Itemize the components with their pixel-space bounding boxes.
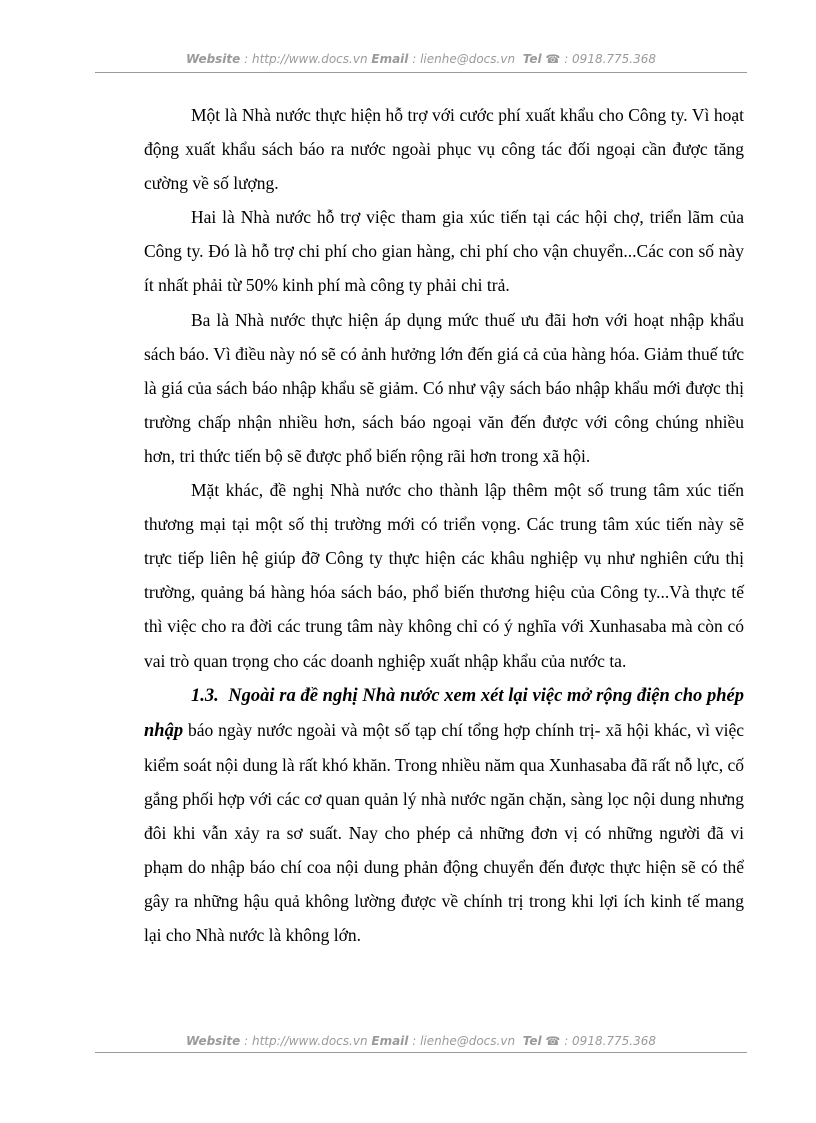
section-body: báo ngày nước ngoài và một số tạp chí tổng hợp chính trị- xã hội khác, vì việc kiểm soát nội dung là rất khó khăn. Trong nhiều năm qua Xunhasaba đã rất nỗ lực, cố gắng phối hợp với các cơ quan quản lý nhà nước ngăn chặn, sàng lọc nội dung nhưng đôi khi vẫn xảy ra sơ suất. Nay cho phép cả những đơn vị có những người đã vi phạm do nhập báo chí coa nội dung phản động chuyển đến được thực hiện sẽ có thể gây ra những hậu quả không lường được về chính trị trong khi lợi ích kinh tế mang lại cho Nhà nước là không lớn. [144, 719, 744, 946]
header-website-label: Website [185, 52, 241, 66]
paragraph-4: Mặt khác, đề nghị Nhà nước cho thành lập thêm một số trung tâm xúc tiến thương mại tại một số thị trường mới có triển vọng. Các trung tâm xúc tiến này sẽ trực tiếp liên hệ giúp đỡ Công ty thực hiện các khâu nghiệp vụ như nghiên cứu thị trường, quảng bá hàng hóa sách báo, phổ biến thương hiệu của Công ty...Và thực tế thì việc cho ra đời các trung tâm này không chỉ có ý nghĩa với Xunhasaba mà còn có vai trò quan trọng cho các doanh nghiệp xuất nhập khẩu của nước ta. [144, 480, 744, 671]
paragraph-2: Hai là Nhà nước hỗ trợ việc tham gia xúc tiến tại các hội chợ, triển lãm của Công ty. Đó là hỗ trợ chi phí cho gian hàng, chi phí cho vận chuyển...Các con số này ít nhất phải từ 50% kinh phí mà công ty phải chi trả. [144, 207, 744, 296]
section-heading: Ngoài ra đề nghị Nhà nước xem xét lại việc mở rộng điện cho phép nhập [144, 685, 744, 741]
footer-tel-label: Tel [522, 1034, 542, 1048]
footer-tel-value: : 0918.775.368 [560, 1034, 657, 1048]
page-header [95, 52, 747, 66]
header-rule [95, 72, 747, 73]
header-website-value: : http://www.docs.vn [240, 52, 372, 66]
footer-website-label: Website [185, 1034, 241, 1048]
phone-icon: ☎ [545, 52, 561, 66]
paragraph-3: Ba là Nhà nước thực hiện áp dụng mức thuế ưu đãi hơn với hoạt nhập khẩu sách báo. Vì điều này nó sẽ có ảnh hưởng lớn đến giá cả của hàng hóa. Giảm thuế tức là giá của sách báo nhập khẩu sẽ giảm. Có như vậy sách báo nhập khẩu mới được thị trường chấp nhận nhiều hơn, sách báo ngoại văn đến được với công chúng nhiều hơn, tri thức tiến bộ sẽ được phổ biến rộng rãi hơn trong xã hội. [144, 309, 744, 466]
footer-email-value: : lienhe@docs.vn [408, 1034, 519, 1048]
footer-rule [95, 1052, 747, 1053]
section-paragraph [144, 678, 744, 953]
phone-icon: ☎ [545, 1034, 561, 1048]
header-email-label: Email [371, 52, 409, 66]
header-tel-value: : 0918.775.368 [560, 52, 657, 66]
header-tel-label: Tel [522, 52, 542, 66]
footer-website-value: : http://www.docs.vn [240, 1034, 372, 1048]
paragraph-1: Một là Nhà nước thực hiện hỗ trợ với cước phí xuất khẩu cho Công ty. Vì hoạt động xuất khẩu sách báo ra nước ngoài phục vụ công tác đối ngoại cần được tăng cường về số lượng. [144, 105, 744, 194]
header-email-value: : lienhe@docs.vn [408, 52, 519, 66]
page-footer [95, 1034, 747, 1048]
page-body [144, 98, 744, 952]
footer-email-label: Email [371, 1034, 409, 1048]
section-number: 1.3. [191, 685, 219, 706]
